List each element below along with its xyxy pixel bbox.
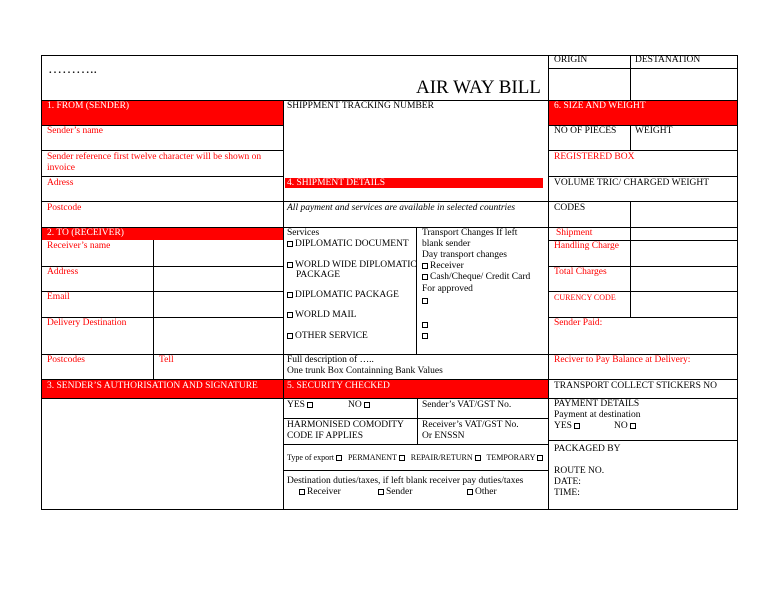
receiver-email-label[interactable]: Email [47,292,70,302]
option-label: Cash/Cheque/ Credit Card [430,272,531,282]
permanent-label: PERMANENT [347,453,397,462]
option-label: Sender [386,487,413,497]
service-label: OTHER SERVICE [295,331,368,341]
checkbox-icon[interactable] [364,402,370,408]
receiver-tell-label[interactable]: Tell [159,355,174,365]
sender-paid-label[interactable]: Sender Paid: [554,318,603,328]
service-label: DIPLOMATIC PACKAGE [295,290,399,300]
packaged-by-label[interactable]: PACKAGED BY [554,444,621,454]
volumetric-weight-label[interactable]: VOLUME TRIC/ CHARGED WEIGHT [554,178,710,188]
yes-label: YES [554,421,572,431]
option-label: Receiver [430,261,464,271]
checkbox-icon[interactable] [336,455,342,461]
security-no-option[interactable] [348,400,372,411]
codes-label[interactable]: CODES [554,203,586,213]
sender-name-label[interactable]: Sender’s name [47,126,104,136]
checkbox-icon[interactable] [378,489,384,495]
harmonised-code-line-2: CODE IF APPLIES [287,431,364,441]
receiver-heading: 2. TO (RECEIVER) [47,228,124,238]
date-label[interactable]: DATE: [554,477,581,487]
service-label: WORLD WIDE DIPLOMATIC [295,260,417,270]
duties-label: Destination duties/taxes, if left blank receiver pay duties/taxes [287,476,524,486]
checkbox-icon[interactable] [287,292,293,298]
transport-line-1: Transport Changes If left [422,228,518,238]
pieces-label[interactable]: NO OF PIECES [554,126,617,136]
transport-line-2: blank sender [422,239,471,249]
checkbox-icon[interactable] [422,333,428,339]
temporary-label: TEMPORARY [486,453,536,462]
checkbox-icon[interactable] [422,298,428,304]
transport-option-receiver[interactable] [422,261,464,272]
service-package-line: PACKAGE [296,270,340,280]
transport-extra-checkbox-1[interactable] [422,296,430,307]
full-description-label[interactable]: Full description of ….. [287,355,374,365]
signature-area[interactable] [42,399,282,509]
checkbox-icon[interactable] [630,423,636,429]
handling-charge-label[interactable]: Handling Charge [554,241,619,251]
shipment-charge-label[interactable]: Shipment [556,228,593,238]
checkbox-icon[interactable] [287,262,293,268]
sender-vat-label[interactable]: Sender’s VAT/GST No. [422,400,512,410]
size-heading: 6. SIZE AND WEIGHT [554,101,646,111]
for-approved-label: For approved [422,284,473,294]
sender-reference-label[interactable]: Sender reference first twelve character will be shown on invoice [47,152,262,173]
service-world-mail[interactable] [287,310,356,321]
currency-code-label[interactable]: CURENCY CODE [554,293,616,302]
transport-extra-checkbox-2[interactable] [422,320,430,331]
harmonised-code-line-1[interactable]: HARMONISED COMODITY [287,420,404,430]
receiver-vat-line-1[interactable]: Receiver’s VAT/GST No. [422,420,519,430]
duties-option-other[interactable] [467,487,497,498]
checkbox-icon[interactable] [399,455,405,461]
service-diplomatic-package[interactable] [287,290,399,301]
receiver-address-label[interactable]: Address [47,267,79,277]
checkbox-icon[interactable] [467,489,473,495]
checkbox-icon[interactable] [574,423,580,429]
security-yes-option[interactable] [287,400,315,411]
services-label: Services [287,228,320,238]
transport-line-3: Day transport changes [422,250,507,260]
yes-label: YES [287,400,305,410]
checkbox-icon[interactable] [537,455,543,461]
delivery-destination-label[interactable]: Delivery Destination [47,318,127,328]
service-diplomatic-document[interactable] [287,239,409,250]
service-label: DIPLOMATIC DOCUMENT [295,239,409,249]
export-type-label: Type of export [287,453,334,462]
service-other[interactable] [287,331,368,342]
shipment-heading: 4. SHIPMENT DETAILS [287,178,386,188]
sender-postcode-label[interactable]: Postcode [47,203,82,213]
payment-destination-label: Payment at destination [554,410,641,420]
checkbox-icon[interactable] [287,333,293,339]
duties-option-sender[interactable] [378,487,412,498]
stickers-label[interactable]: TRANSPORT COLLECT STICKERS NO [554,381,717,391]
authorisation-heading: 3. SENDER’S AUTHORISATION AND SIGNATURE [47,381,258,391]
weight-label[interactable]: WEIGHT [635,126,673,136]
transport-option-cash[interactable] [422,272,530,283]
header-dots: ……….. [48,62,97,77]
duties-option-receiver[interactable] [299,487,341,498]
checkbox-icon[interactable] [422,263,428,269]
checkbox-icon[interactable] [475,455,481,461]
receiver-vat-line-2: Or ENSSN [422,431,465,441]
option-label: Other [475,487,497,497]
page-title: AIR WAY BILL [416,77,541,98]
security-heading: 5. SECURITY CHECKED [287,381,390,391]
checkbox-icon[interactable] [299,489,305,495]
checkbox-icon[interactable] [287,241,293,247]
checkbox-icon[interactable] [422,322,428,328]
checkbox-icon[interactable] [307,402,313,408]
total-charges-label[interactable]: Total Charges [554,267,607,277]
receiver-name-label[interactable]: Receiver’s name [47,241,111,251]
registered-box-label[interactable]: REGISTERED BOX [554,152,635,162]
transport-extra-checkbox-3[interactable] [422,331,430,342]
tracking-number-label[interactable]: SHIPPMENT TRACKING NUMBER [287,101,434,111]
option-label: Receiver [307,487,341,497]
destination-label: DESTANATION [635,55,701,65]
receiver-pay-label[interactable]: Reciver to Pay Balance at Delivery: [554,355,691,365]
time-label[interactable]: TIME: [554,488,580,498]
payment-no-option[interactable] [614,421,638,432]
sender-address-label[interactable]: Adress [47,178,74,188]
sender-heading: 1. FROM (SENDER) [47,101,130,111]
receiver-postcodes-label[interactable]: Postcodes [47,355,85,365]
shipment-note: All payment and services are available in selected countries [287,203,516,213]
export-type-row [287,452,545,463]
payment-details-label: PAYMENT DETAILS [554,399,640,409]
trunk-description: One trunk Box Containning Bank Values [287,366,443,376]
repair-label: REPAIR/RETURN [410,453,473,462]
checkbox-icon[interactable] [422,274,428,280]
checkbox-icon[interactable] [287,312,293,318]
route-no-label[interactable]: ROUTE NO. [554,466,605,476]
origin-label: ORIGIN [554,55,588,65]
no-label: NO [348,400,362,410]
payment-yes-option[interactable] [554,421,582,432]
service-label: WORLD MAIL [295,310,357,320]
no-label: NO [614,421,628,431]
